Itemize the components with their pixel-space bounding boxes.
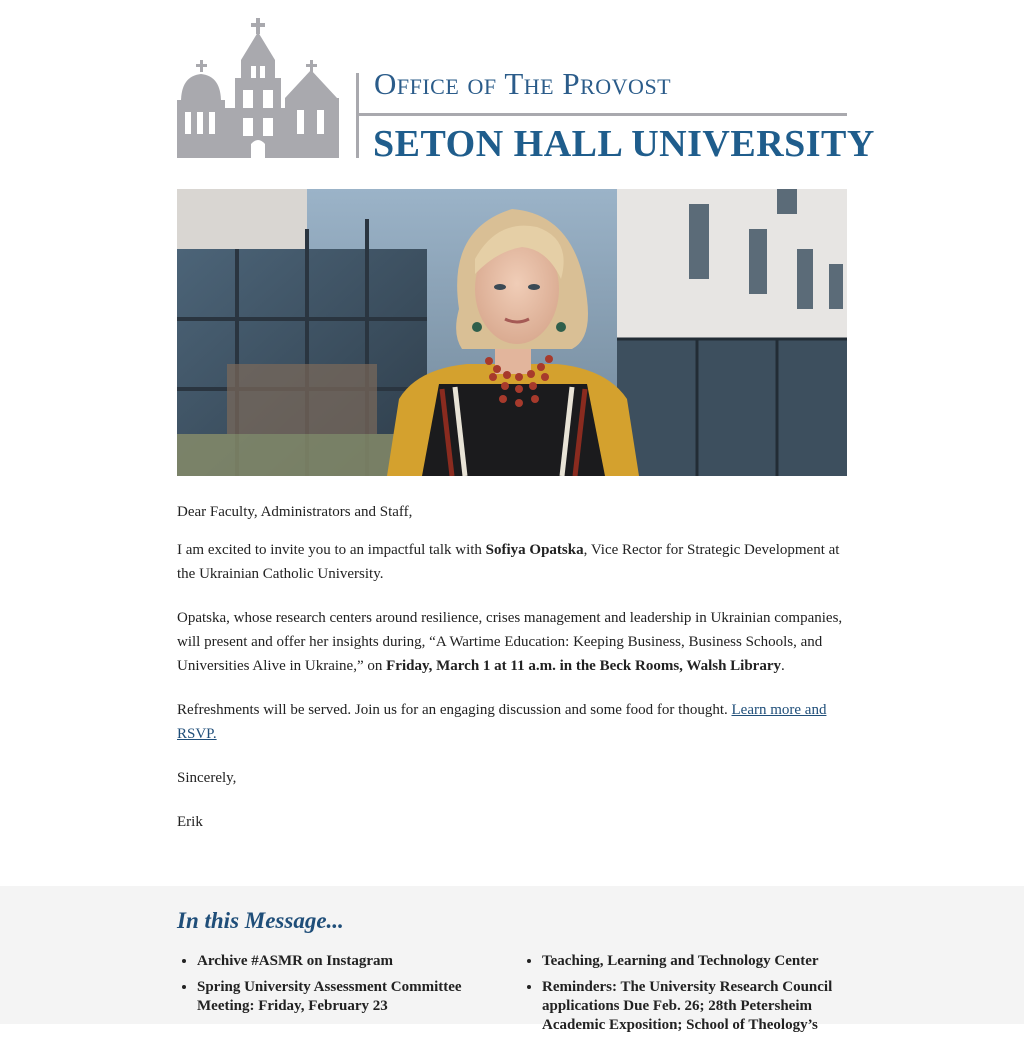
signature: Erik <box>177 814 203 830</box>
closing: Sincerely, <box>177 770 237 786</box>
event-text-end: . <box>781 658 785 674</box>
list-item[interactable]: • Spring University Assessment Committee Meeting: Friday, February 23 <box>197 978 487 1016</box>
event-datetime-location: Friday, March 1 at 11 a.m. in the Beck Rooms, Walsh Library <box>386 658 781 674</box>
event-paragraph <box>177 606 847 678</box>
intro-text-end: , Vice Rector for Strategic Development at the Ukrainian Catholic University. <box>177 542 840 582</box>
rsvp-text: Refreshments will be served. Join us for an engaging discussion and some food for thought. <box>177 702 732 718</box>
header-rule <box>357 113 847 116</box>
portrait-photo <box>177 189 847 476</box>
letter-body <box>177 500 847 834</box>
list-item[interactable]: • Teaching, Learning and Technology Center <box>542 952 857 971</box>
rsvp-paragraph <box>177 698 847 746</box>
in-this-message-title: In this Message... <box>177 908 344 933</box>
rsvp-link[interactable]: Learn more and RSVP. <box>177 702 827 742</box>
office-title: Office of The Provost <box>374 66 672 101</box>
intro-paragraph <box>177 538 847 586</box>
speaker-name: Sofiya Opatska <box>485 542 584 558</box>
message-list-left <box>177 952 487 1023</box>
hero-portrait-photo <box>177 189 847 476</box>
list-item[interactable]: • Reminders: The University Research Council applications Due Feb. 26; 28th Petersheim Academic Exposition; School of Theology’s <box>542 978 857 1035</box>
church-skyline-icon <box>177 18 339 160</box>
event-text: Opatska, whose research centers around resilience, crises management and leadership in Ukrainian companies, will present and offer her insights during, “A Wartime Education: Keeping Business, Business Schools, and Universities Alive in Ukraine,” on <box>177 610 843 674</box>
list-item[interactable]: • Archive #ASMR on Instagram <box>197 952 487 971</box>
university-name: SETON HALL UNIVERSITY <box>373 123 875 165</box>
intro-text-start: I am excited to invite you to an impactful talk with <box>177 542 486 558</box>
message-list-right <box>522 952 857 1042</box>
email-header <box>177 18 875 165</box>
in-this-message-section <box>0 886 1024 1024</box>
greeting: Dear Faculty, Administrators and Staff, <box>177 504 413 520</box>
